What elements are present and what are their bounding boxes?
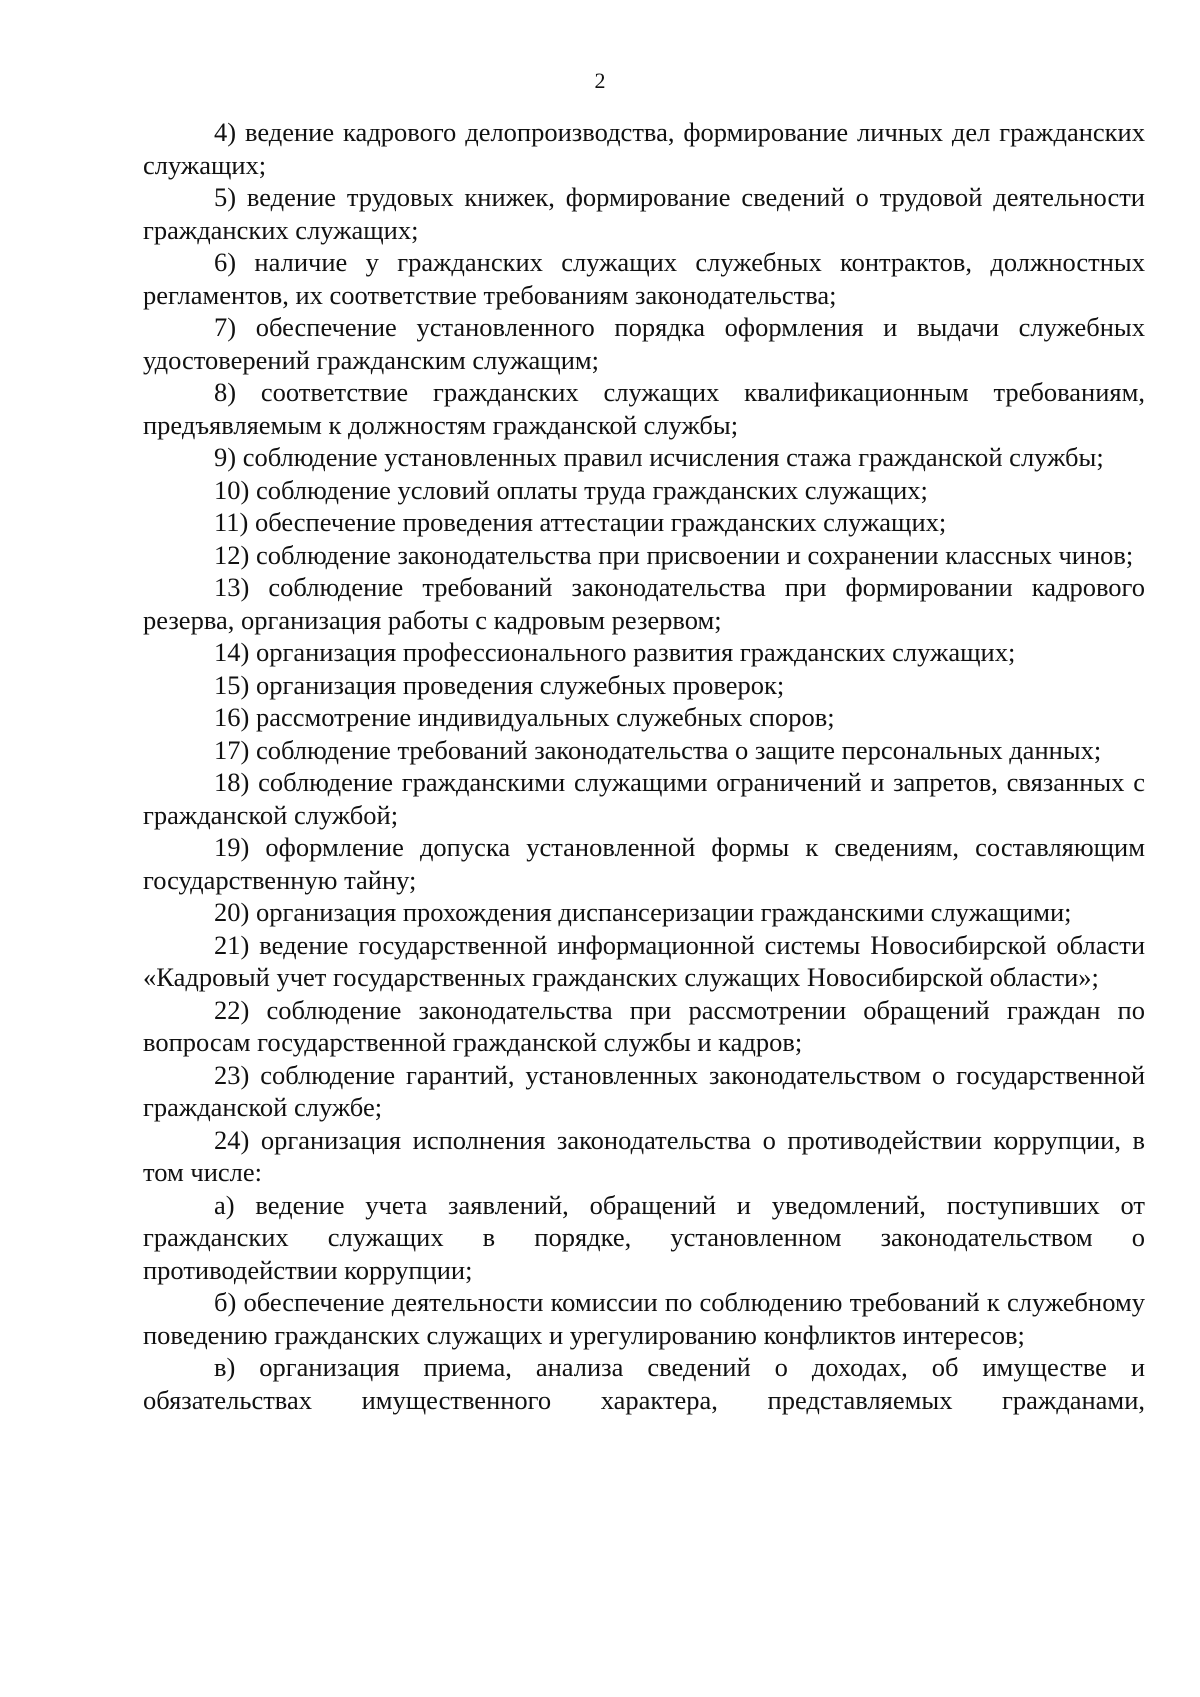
list-item: 15) организация проведения служебных проверок; xyxy=(214,669,785,700)
list-item: 23) соблюдение гарантий, установленных законодательством о государственной гражданской службе; xyxy=(143,1059,1145,1122)
list-item: 10) соблюдение условий оплаты труда гражданских служащих; xyxy=(214,474,928,505)
list-item: 24) организация исполнения законодательства о противодействии коррупции, в том числе: xyxy=(143,1124,1145,1187)
list-item: 22) соблюдение законодательства при рассмотрении обращений граждан по вопросам государственной гражданской службы и кадров; xyxy=(143,994,1145,1057)
list-item: 19) оформление допуска установленной формы к сведениям, составляющим государственную тайну; xyxy=(143,832,1145,895)
list-item: 9) соблюдение установленных правил исчисления стажа гражданской службы; xyxy=(214,442,1104,472)
list-item: 16) рассмотрение индивидуальных служебных споров; xyxy=(214,702,835,732)
list-item: 4) ведение кадрового делопроизводства, формирование личных дел гражданских служащих; xyxy=(143,117,1145,180)
list-item: 14) организация профессионального развития гражданских служащих; xyxy=(214,637,1016,667)
list-item: 5) ведение трудовых книжек, формирование сведений о трудовой деятельности гражданских служащих; xyxy=(143,182,1145,245)
list-item: 18) соблюдение гражданскими служащими ограничений и запретов, связанных с гражданской службой; xyxy=(143,767,1145,830)
sub-list-item: а) ведение учета заявлений, обращений и уведомлений, поступивших от гражданских служащих в порядке, установленном законодательством о противодействии коррупции; xyxy=(143,1189,1145,1285)
document-body xyxy=(143,116,1145,1416)
list-item: 7) обеспечение установленного порядка оформления и выдачи служебных удостоверений гражданским служащим; xyxy=(143,312,1145,375)
list-item: 20) организация прохождения диспансеризации гражданскими служащими; xyxy=(214,897,1072,927)
list-item: 21) ведение государственной информационной системы Новосибирской области «Кадровый учет государственных гражданских служащих Новосибирской области»; xyxy=(143,929,1145,992)
sub-list-item: б) обеспечение деятельности комиссии по соблюдению требований к служебному поведению гражданских служащих и урегулированию конфликтов интересов; xyxy=(143,1287,1145,1350)
sub-list-item: в) организация приема, анализа сведений о доходах, об имуществе и обязательствах имущественного характера, представляемых гражданами, xyxy=(143,1352,1145,1415)
list-item: 8) соответствие гражданских служащих квалификационным требованиям, предъявляемым к должностям гражданской службы; xyxy=(143,377,1145,440)
list-item: 17) соблюдение требований законодательства о защите персональных данных; xyxy=(214,734,1102,765)
list-item: 13) соблюдение требований законодательства при формировании кадрового резерва, организация работы с кадровым резервом; xyxy=(143,572,1145,635)
list-item: 6) наличие у гражданских служащих служебных контрактов, должностных регламентов, их соответствие требованиям законодательства; xyxy=(143,247,1145,310)
page-number: 2 xyxy=(594,68,606,93)
list-item: 11) обеспечение проведения аттестации гражданских служащих; xyxy=(214,507,947,537)
list-item: 12) соблюдение законодательства при присвоении и сохранении классных чинов; xyxy=(214,539,1134,570)
